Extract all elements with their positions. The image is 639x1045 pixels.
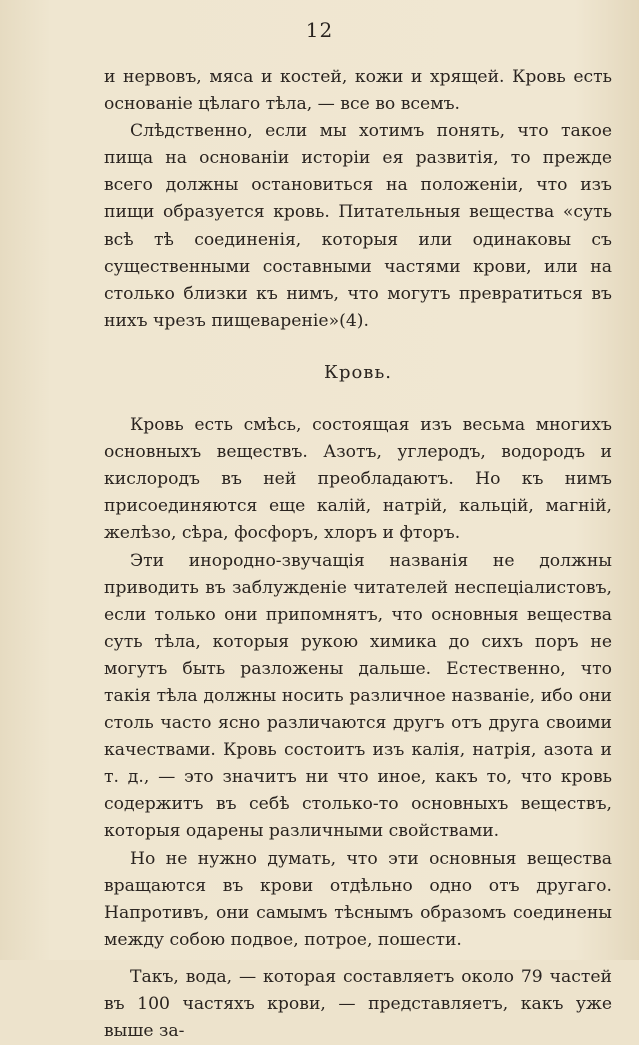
paragraph: Но не нужно думать, что эти основныя вещества вращаются въ крови отдѣльно одно отъ другаго. Напротивъ, они самымъ тѣснымъ образомъ соединены между собою подвое, потрое, пошести.: [104, 848, 612, 950]
paragraph: Такъ, вода, — которая составляетъ около 79 частей въ 100 частяхъ крови, — представляетъ, какъ уже выше за-: [104, 966, 612, 1042]
paragraph: Кровь есть смѣсь, состоящая изъ весьма многихъ основныхъ веществъ. Азотъ, углеродъ, водородъ и кислородъ въ ней преобладаютъ. Но къ нимъ присоединяются еще калій, натрій, кальцій, магній, желѣзо, сѣра, фосфоръ, хлоръ и фторъ.: [104, 415, 612, 544]
paragraph: Слѣдственно, если мы хотимъ понять, что такое пища на основаніи исторіи ея развитія, то прежде всего должны остановиться на положеніи, что изъ пищи образуется кровь. Питательныя вещества «суть всѣ тѣ соединенія, которыя или одинаковы съ существенными составными частями крови, или на столько близки къ нимъ, что могутъ превратиться въ нихъ чрезъ пищевареніе»(4).: [104, 121, 612, 331]
page-body: [104, 64, 612, 1045]
paragraph-gap: [104, 954, 612, 964]
paragraph: и нервовъ, мяса и костей, кожи и хрящей. Кровь есть основаніе цѣлаго тѣла, — все во всемъ.: [104, 67, 612, 115]
page-number: 12: [305, 18, 334, 42]
section-heading: Кровь.: [324, 361, 392, 383]
paragraph: Эти инородно-звучащія названія не должны приводить въ заблужденіе читателей неспеціалистовъ, если только они припомнятъ, что основныя вещества суть тѣла, которыя рукою химика до сихъ поръ не могутъ быть разложены дальше. Естественно, что такія тѣла должны носить различное названіе, ибо они столь часто ясно различаются другъ отъ друга своими качествами. Кровь состоитъ изъ калія, натрія, азота и т. д., — это значитъ ни что иное, какъ то, что кровь содержитъ въ себѣ столько-то основныхъ веществъ, которыя одарены различными свойствами.: [104, 550, 612, 842]
